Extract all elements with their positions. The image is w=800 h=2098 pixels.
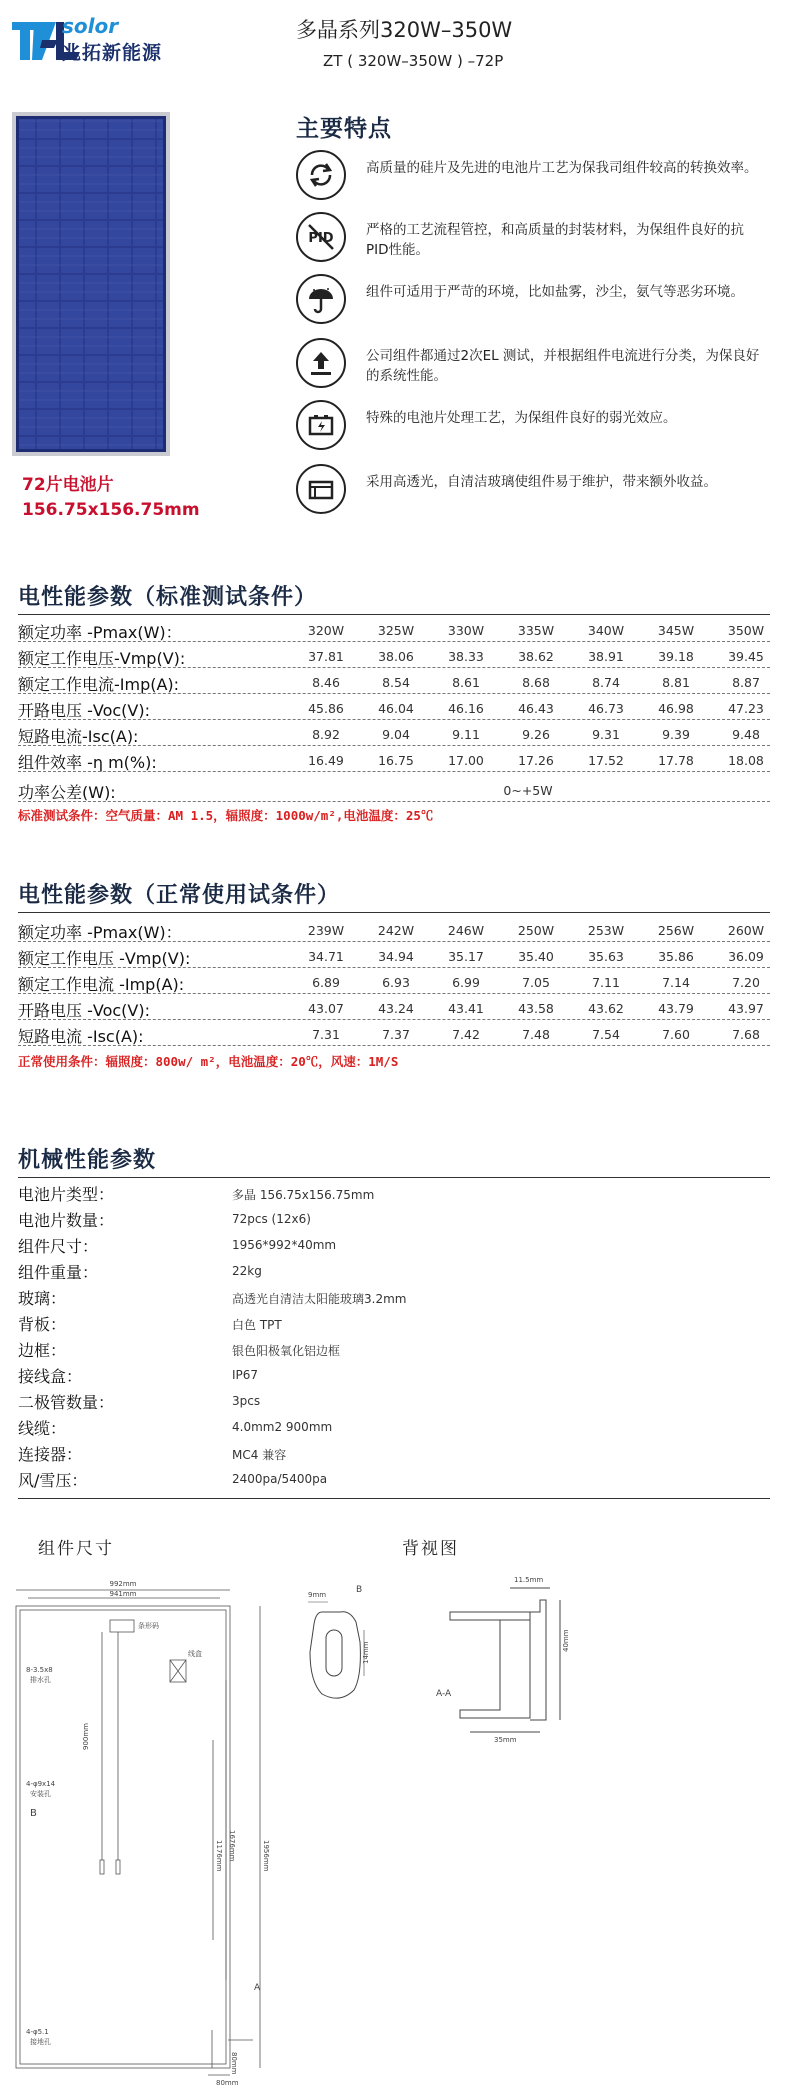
mech-label: 组件尺寸： <box>18 1237 99 1256</box>
battery-icon <box>296 400 346 450</box>
stc-tolerance-value: 0~+5W <box>503 783 553 798</box>
mount-holes-cn: 安装孔 <box>30 1790 51 1798</box>
row-value: 43.79 <box>658 1001 694 1016</box>
pid-icon <box>296 212 346 262</box>
row-value: 330W <box>447 623 485 638</box>
a-marker: A <box>254 1983 261 1993</box>
b-marker: B <box>30 1808 37 1819</box>
dim-1176: 1176mm <box>215 1840 223 1872</box>
row-value: 39.45 <box>728 649 764 664</box>
feature-item <box>296 338 766 394</box>
size-drawing-title: 组件尺寸 <box>38 1539 114 1559</box>
drain-holes-cn: 排水孔 <box>30 1676 51 1684</box>
row-value: 7.60 <box>662 1027 690 1042</box>
row-divider <box>18 941 770 942</box>
row-value: 43.07 <box>308 1001 344 1016</box>
umbrella-icon <box>296 274 346 324</box>
mech-title: 机械性能参数 <box>18 1148 157 1173</box>
row-value: 9.04 <box>382 727 410 742</box>
feature-text: 公司组件都通过2次EL 测试，并根据组件电流进行分类，为保良好的系统性能。 <box>366 348 760 384</box>
feature-item <box>296 400 766 456</box>
row-value: 17.26 <box>518 753 554 768</box>
row-value: 260W <box>727 923 765 938</box>
row-value: 46.43 <box>518 701 554 716</box>
row-value: 7.54 <box>592 1027 620 1042</box>
feature-item <box>296 464 766 520</box>
feature-item <box>296 274 766 330</box>
row-value: 16.49 <box>308 753 344 768</box>
row-value: 43.41 <box>448 1001 484 1016</box>
mech-label: 电池片数量： <box>18 1211 115 1230</box>
row-label: 组件效率 -η m(%): <box>18 753 157 772</box>
row-label: 额定工作电压-Vmp(V): <box>18 649 186 668</box>
row-value: 7.48 <box>522 1027 550 1042</box>
row-value: 36.09 <box>728 949 764 964</box>
row-value: 6.99 <box>452 975 480 990</box>
row-divider <box>18 1019 770 1020</box>
row-value: 43.58 <box>518 1001 554 1016</box>
ground-holes-label: 4-φ5.1 <box>26 2028 49 2036</box>
brand-en: solor <box>62 14 119 38</box>
row-divider <box>18 1045 770 1046</box>
row-value: 7.14 <box>662 975 690 990</box>
row-value: 7.37 <box>382 1027 410 1042</box>
mech-value: 高透光自清洁太阳能玻璃3.2mm <box>232 1292 407 1306</box>
row-divider <box>18 993 770 994</box>
product-title: 多晶系列320W–350W <box>296 18 513 42</box>
feature-item <box>296 212 766 268</box>
row-value: 9.11 <box>452 727 480 742</box>
drain-holes-label: 8-3.5x8 <box>26 1666 53 1674</box>
dim-1676: 1676mm <box>228 1830 236 1862</box>
row-value: 325W <box>377 623 415 638</box>
row-divider <box>18 801 770 802</box>
mech-value: 4.0mm2 900mm <box>232 1420 333 1434</box>
row-value: 6.89 <box>312 975 340 990</box>
mech-label: 连接器： <box>18 1445 83 1464</box>
mech-label: 玻璃： <box>18 1289 67 1308</box>
row-divider <box>18 667 770 668</box>
row-value: 38.33 <box>448 649 484 664</box>
row-value: 256W <box>657 923 695 938</box>
brand-cn: 兆拓新能源 <box>62 42 163 64</box>
row-value: 34.94 <box>378 949 414 964</box>
mech-label: 线缆： <box>18 1419 67 1438</box>
recycle-arrows-icon <box>296 150 346 200</box>
glass-panel-icon <box>296 464 346 514</box>
row-value: 8.92 <box>312 727 340 742</box>
row-value: 18.08 <box>728 753 764 768</box>
cable-length: 900mm <box>82 1723 90 1750</box>
row-label: 开路电压 -Voc(V): <box>18 1001 150 1020</box>
row-label: 短路电流 -Isc(A): <box>18 1027 144 1046</box>
mech-value: 22kg <box>232 1264 262 1278</box>
row-value: 8.54 <box>382 675 410 690</box>
row-label: 额定功率 -Pmax(W)： <box>18 923 182 942</box>
dim-1956: 1956mm <box>262 1840 270 1872</box>
row-value: 8.74 <box>592 675 620 690</box>
mech-bottom-rule <box>18 1498 770 1499</box>
row-value: 35.86 <box>658 949 694 964</box>
row-label: 额定工作电流-Imp(A): <box>18 675 180 694</box>
row-value: 8.81 <box>662 675 690 690</box>
mech-value: 2400pa/5400pa <box>232 1472 328 1486</box>
mech-value: 银色阳极氧化铝边框 <box>232 1344 341 1358</box>
row-value: 9.48 <box>732 727 760 742</box>
row-value: 9.31 <box>592 727 620 742</box>
cells-count-label: 72片电池片 <box>22 475 114 495</box>
row-value: 242W <box>377 923 415 938</box>
mech-value: 多晶 156.75x156.75mm <box>232 1188 375 1202</box>
row-value: 340W <box>587 623 625 638</box>
dim-941: 941mm <box>109 1590 137 1598</box>
row-value: 38.91 <box>588 649 624 664</box>
feature-text: 组件可适用于严苛的环境，比如盐雾，沙尘，氨气等恶劣环境。 <box>366 284 744 300</box>
mech-value: 1956*992*40mm <box>232 1238 337 1252</box>
mech-label: 风/雪压： <box>18 1471 88 1490</box>
row-value: 239W <box>307 923 345 938</box>
feature-item <box>296 150 766 206</box>
row-value: 7.68 <box>732 1027 760 1042</box>
row-value: 39.18 <box>658 649 694 664</box>
dim-80-width: 80mm <box>216 2079 239 2087</box>
jbox-label: 线盒 <box>188 1650 202 1658</box>
mount-hole-detail-drawing <box>300 1572 400 1742</box>
row-label: 短路电流-Isc(A): <box>18 727 139 746</box>
row-divider <box>18 641 770 642</box>
row-value: 17.78 <box>658 753 694 768</box>
mech-rule <box>18 1177 770 1178</box>
row-value: 35.63 <box>588 949 624 964</box>
row-value: 8.68 <box>522 675 550 690</box>
mech-label: 背板： <box>18 1315 67 1334</box>
feature-text: 严格的工艺流程管控，和高质量的封装材料，为保组件良好的抗PID性能。 <box>366 222 744 258</box>
row-label: 额定工作电流 -Imp(A): <box>18 975 185 994</box>
row-divider <box>18 693 770 694</box>
row-value: 17.52 <box>588 753 624 768</box>
row-value: 9.26 <box>522 727 550 742</box>
features-title: 主要特点 <box>296 116 392 142</box>
row-value: 350W <box>727 623 765 638</box>
section-aa-label: A-A <box>436 1689 452 1699</box>
row-value: 46.98 <box>658 701 694 716</box>
noct-note: 正常使用条件：辐照度：800w/ m²，电池温度：20℃，风速：1M/S <box>18 1054 399 1069</box>
mech-value: IP67 <box>232 1368 259 1382</box>
row-value: 8.87 <box>732 675 760 690</box>
b-detail-marker: B <box>356 1585 363 1595</box>
product-model: ZT ( 320W–350W ) –72P <box>323 52 504 70</box>
upload-arrow-icon <box>296 338 346 388</box>
mech-label: 电池片类型： <box>18 1185 115 1204</box>
row-value: 7.31 <box>312 1027 340 1042</box>
row-value: 38.62 <box>518 649 554 664</box>
row-value: 7.42 <box>452 1027 480 1042</box>
dim-40mm: 40mm <box>562 1629 570 1652</box>
feature-text: 特殊的电池片处理工艺，为保组件良好的弱光效应。 <box>366 410 677 426</box>
row-value: 6.93 <box>382 975 410 990</box>
solar-panel-image <box>12 112 170 456</box>
row-value: 47.23 <box>728 701 764 716</box>
row-value: 7.05 <box>522 975 550 990</box>
row-value: 9.39 <box>662 727 690 742</box>
stc-rule <box>18 614 770 615</box>
frame-section-drawing <box>430 1570 600 1750</box>
barcode-label: 条形码 <box>138 1622 159 1630</box>
dim-80-height: 80mm <box>230 2052 238 2075</box>
mech-value: 3pcs <box>232 1394 261 1408</box>
row-value: 35.17 <box>448 949 484 964</box>
mech-value: 白色 TPT <box>232 1318 282 1332</box>
row-value: 38.06 <box>378 649 414 664</box>
row-value: 7.20 <box>732 975 760 990</box>
row-value: 17.00 <box>448 753 484 768</box>
panel-dimension-drawing <box>8 1560 270 2088</box>
mech-label: 组件重量： <box>18 1263 99 1282</box>
row-value: 43.97 <box>728 1001 764 1016</box>
ground-holes-cn: 接地孔 <box>30 2038 51 2046</box>
mech-value: 72pcs (12x6) <box>232 1212 311 1226</box>
row-value: 46.16 <box>448 701 484 716</box>
feature-text: 采用高透光，自清洁玻璃使组件易于维护，带来额外收益。 <box>366 474 717 490</box>
row-value: 16.75 <box>378 753 414 768</box>
row-value: 345W <box>657 623 695 638</box>
row-value: 250W <box>517 923 555 938</box>
pid-icon-text: PID <box>308 231 334 246</box>
row-value: 46.73 <box>588 701 624 716</box>
noct-title: 电性能参数（正常使用试条件） <box>18 883 341 908</box>
row-value: 335W <box>517 623 555 638</box>
row-value: 45.86 <box>308 701 344 716</box>
row-value: 43.62 <box>588 1001 624 1016</box>
row-value: 253W <box>587 923 625 938</box>
feature-text: 高质量的硅片及先进的电池片工艺为保我司组件较高的转换效率。 <box>366 160 758 176</box>
mech-label: 接线盒： <box>18 1367 83 1386</box>
mech-value: MC4 兼容 <box>232 1448 287 1462</box>
row-label: 额定工作电压 -Vmp(V): <box>18 949 191 968</box>
cells-size-label: 156.75x156.75mm <box>22 500 200 520</box>
row-divider <box>18 967 770 968</box>
mount-holes-label: 4-φ9x14 <box>26 1780 56 1788</box>
row-value: 46.04 <box>378 701 414 716</box>
row-value: 7.11 <box>592 975 620 990</box>
stc-tolerance-label: 功率公差(W): <box>18 783 116 802</box>
stc-note: 标准测试条件：空气质量：AM 1.5，辐照度：1000w/m²,电池温度：25℃ <box>18 808 434 823</box>
noct-rule <box>18 912 770 913</box>
row-value: 43.24 <box>378 1001 414 1016</box>
row-value: 320W <box>307 623 345 638</box>
mech-label: 边框： <box>18 1341 67 1360</box>
row-divider <box>18 771 770 772</box>
row-value: 246W <box>447 923 485 938</box>
row-value: 35.40 <box>518 949 554 964</box>
row-divider <box>18 745 770 746</box>
dim-35mm: 35mm <box>494 1736 517 1744</box>
mech-label: 二极管数量： <box>18 1393 115 1412</box>
stc-title: 电性能参数（标准测试条件） <box>18 585 318 610</box>
dim-992: 992mm <box>109 1580 137 1588</box>
row-label: 开路电压 -Voc(V): <box>18 701 150 720</box>
row-value: 37.81 <box>308 649 344 664</box>
row-value: 8.61 <box>452 675 480 690</box>
back-view-title: 背视图 <box>402 1539 459 1559</box>
row-value: 8.46 <box>312 675 340 690</box>
row-value: 34.71 <box>308 949 344 964</box>
row-label: 额定功率 -Pmax(W)： <box>18 623 182 642</box>
row-divider <box>18 719 770 720</box>
dim-9mm: 9mm <box>308 1591 327 1599</box>
dim-11-5mm: 11.5mm <box>514 1576 544 1584</box>
dim-14mm: 14mm <box>362 1641 370 1664</box>
